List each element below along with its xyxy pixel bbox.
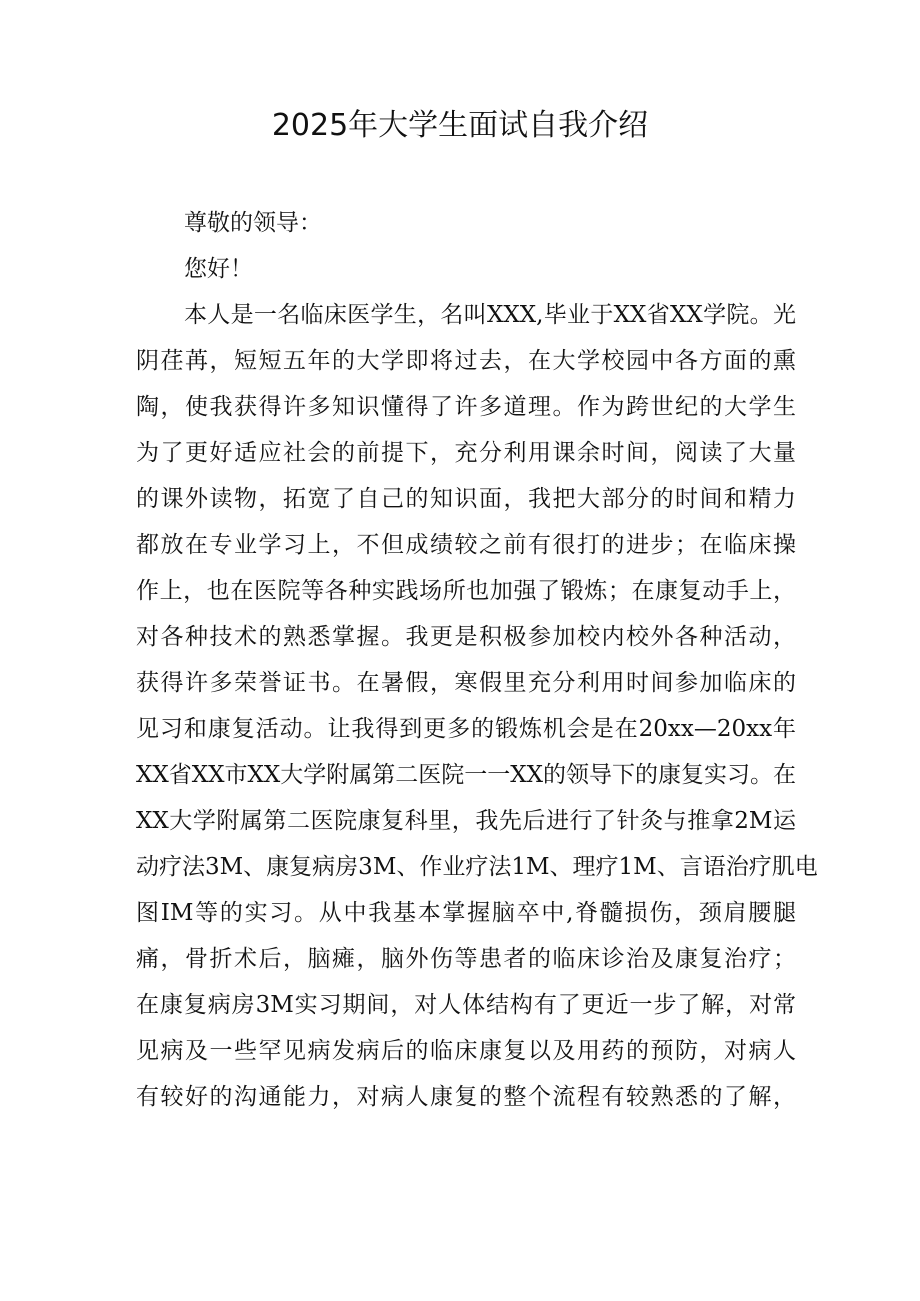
paragraph-line: 的课外读物，拓宽了自己的知识面，我把大部分的时间和精力 bbox=[136, 486, 796, 512]
paragraph-line: 痛，骨折术后，脑瘫，脑外伤等患者的临床诊治及康复治疗； bbox=[136, 946, 796, 972]
paragraph-line: 都放在专业学习上，不但成绩较之前有很打的进步；在临床操 bbox=[136, 532, 796, 558]
paragraph-line: 见病及一些罕见病发病后的临床康复以及用药的预防，对病人 bbox=[136, 1038, 796, 1064]
paragraph-line: 对各种技术的熟悉掌握。我更是积极参加校内校外各种活动， bbox=[136, 624, 796, 650]
paragraph-line: 在康复病房3M实习期间，对人体结构有了更近一步了解，对常 bbox=[136, 992, 796, 1018]
paragraph-line: 见习和康复活动。让我得到更多的锻炼机会是在20xx—20xx年 bbox=[136, 716, 796, 742]
document-body bbox=[136, 200, 818, 1120]
paragraph-line: 获得许多荣誉证书。在暑假，寒假里充分利用时间参加临床的 bbox=[136, 670, 796, 696]
paragraph-line: 为了更好适应社会的前提下，充分利用课余时间，阅读了大量 bbox=[136, 440, 796, 466]
paragraph-line: 图IM等的实习。从中我基本掌握脑卒中,脊髓损伤，颈肩腰腿 bbox=[136, 900, 796, 926]
paragraph-line: 本人是一名临床医学生，名叫XXX,毕业于XX省XX学院。光 bbox=[184, 302, 796, 328]
salutation: 尊敬的领导： bbox=[184, 210, 322, 236]
document-title: 2025年大学生面试自我介绍 bbox=[271, 108, 649, 143]
paragraph-line: XX大学附属第二医院康复科里，我先后进行了针灸与推拿2M运 bbox=[136, 808, 796, 834]
paragraph-line: 陶，使我获得许多知识懂得了许多道理。作为跨世纪的大学生 bbox=[136, 394, 796, 420]
paragraph-line: XX省XX市XX大学附属第二医院一一XX的领导下的康复实习。在 bbox=[136, 762, 796, 788]
paragraph-line: 有较好的沟通能力，对病人康复的整个流程有较熟悉的了解， bbox=[136, 1084, 796, 1110]
greeting: 您好！ bbox=[184, 256, 253, 282]
paragraph-line: 作上，也在医院等各种实践场所也加强了锻炼；在康复动手上， bbox=[136, 578, 796, 604]
paragraph-line: 动疗法3M、康复病房3M、作业疗法1M、理疗1M、言语治疗肌电 bbox=[136, 854, 818, 880]
paragraph-line: 阴荏苒，短短五年的大学即将过去，在大学校园中各方面的熏 bbox=[136, 348, 796, 374]
